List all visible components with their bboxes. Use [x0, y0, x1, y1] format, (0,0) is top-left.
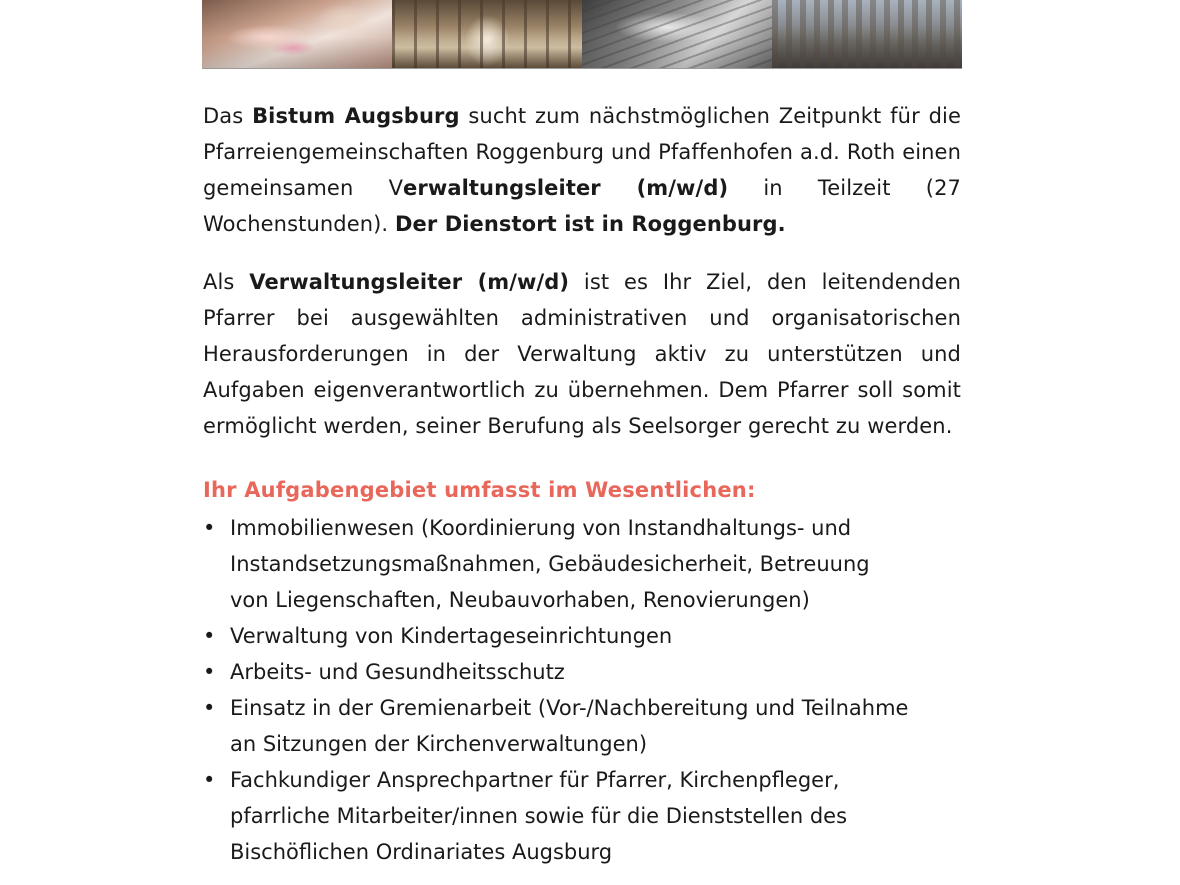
photo-city-view	[772, 0, 962, 68]
list-item: • Arbeits- und Gesundheitsschutz	[203, 654, 913, 690]
role-paragraph	[203, 264, 961, 444]
header-photo-collage	[202, 0, 962, 68]
list-item: • Verwaltung von Kindertageseinrichtungen	[203, 618, 913, 654]
intro-text-3: in Teilzeit (27 Wochenstunden).	[203, 176, 961, 236]
intro-bold-location: Der Dienstort ist in Roggenburg.	[394, 212, 786, 236]
photo-meeting	[202, 0, 392, 68]
intro-bold-position: erwaltungsleiter (m/w/d)	[403, 176, 729, 200]
intro-paragraph	[203, 98, 961, 242]
list-item: • Immobilienwesen (Koordinierung von Instandhaltungs- und Instandsetzungsmaßnahmen, Gebäudesicherheit, Betreuung von Liegenschaften, Neubauvorhaben, Renovierungen)	[203, 510, 913, 618]
photo-office-keyboard	[582, 0, 772, 68]
role-bold-position: Verwaltungsleiter (m/w/d)	[249, 270, 570, 294]
list-item: • Einsatz in der Gremienarbeit (Vor-/Nachbereitung und Teilnahme an Sitzungen der Kirchenverwaltungen)	[203, 690, 913, 762]
list-item: • Fachkundiger Ansprechpartner für Pfarrer, Kirchenpfleger, pfarrliche Mitarbeiter/innen sowie für die Dienststellen des Bischöflichen Ordinariates Augsburg	[203, 762, 913, 870]
intro-text-2: sucht zum nächstmöglichen Zeitpunkt für die Pfarreiengemeinschaften Roggenburg und Pfaffenhofen a.d. Roth einen gemeinsamen V	[203, 104, 961, 200]
tasks-list	[203, 510, 913, 870]
role-text-1: Als	[203, 270, 250, 294]
role-text-2: ist es Ihr Ziel, den leitendenden Pfarrer bei ausgewählten administrativen und organisatorischen Herausforderungen in der Verwaltung aktiv zu unterstützen und Aufgaben eigenverantwortlich zu übernehmen. Dem Pfarrer soll somit ermöglicht werden, seiner Berufung als Seelsorger gerecht zu werden.	[203, 270, 961, 438]
photo-church-interior	[392, 0, 582, 68]
intro-bold-employer: Bistum Augsburg	[252, 104, 460, 128]
intro-text-1: Das	[203, 104, 253, 128]
job-posting-body	[203, 98, 961, 870]
tasks-heading: Ihr Aufgabengebiet umfasst im Wesentlichen:	[203, 478, 756, 502]
